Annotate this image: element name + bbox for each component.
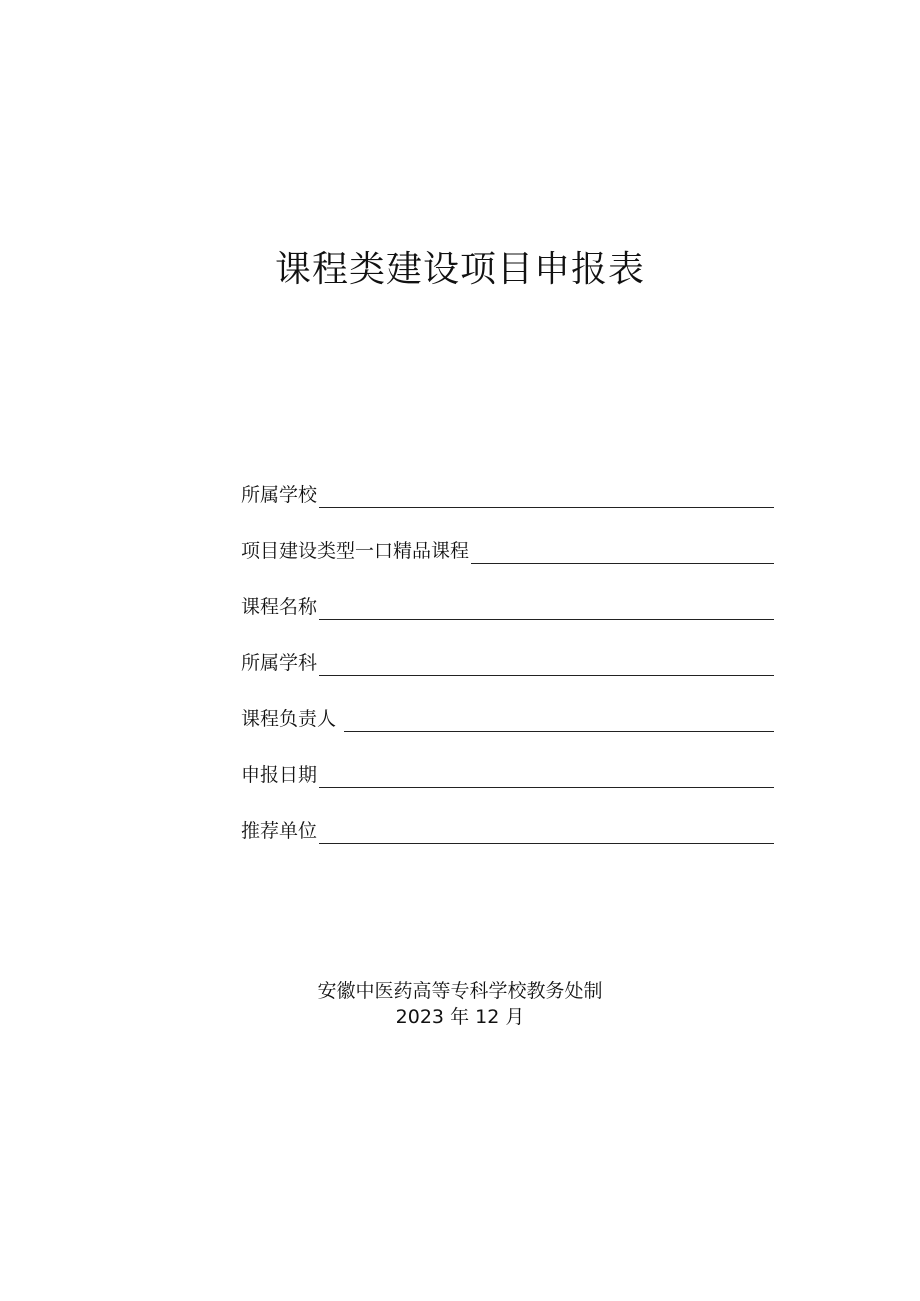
field-label-application-date: 申报日期	[241, 764, 318, 786]
field-recommending-unit	[241, 791, 774, 847]
field-discipline	[241, 623, 774, 679]
field-course-leader	[241, 679, 774, 735]
field-label-course-name: 课程名称	[241, 596, 318, 618]
field-label-course-leader: 课程负责人	[241, 708, 343, 730]
field-line-discipline[interactable]	[319, 651, 774, 676]
field-project-type	[241, 511, 774, 567]
field-label-discipline: 所属学科	[241, 652, 318, 674]
document-title: 课程类建设项目申报表	[274, 249, 645, 290]
footer-date: 2023 年 12 月	[395, 1006, 525, 1028]
field-line-school[interactable]	[319, 483, 774, 508]
field-label-recommending-unit: 推荐单位	[241, 820, 318, 842]
field-line-recommending-unit[interactable]	[319, 819, 774, 844]
field-application-date	[241, 735, 774, 791]
field-line-course-name[interactable]	[319, 595, 774, 620]
footer-organization: 安徽中医药高等专科学校教务处制	[317, 980, 603, 1002]
application-fields	[241, 455, 774, 847]
field-school	[241, 455, 774, 511]
field-line-course-leader[interactable]	[344, 707, 774, 732]
field-label-project-type: 项目建设类型一口精品课程	[241, 540, 470, 562]
field-label-school: 所属学校	[241, 484, 318, 506]
field-line-application-date[interactable]	[319, 763, 774, 788]
field-line-project-type[interactable]	[471, 539, 774, 564]
field-course-name	[241, 567, 774, 623]
document-footer	[0, 978, 920, 1030]
